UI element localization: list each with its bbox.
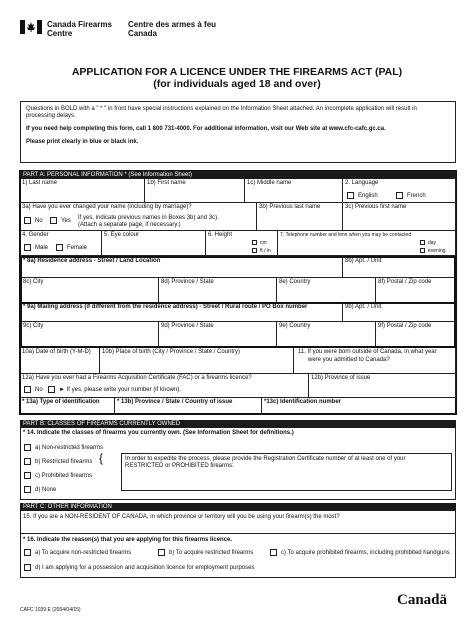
residence-postal-field[interactable] xyxy=(376,278,455,303)
intro-print-line: Please print clearly in blue or black ink. xyxy=(26,139,139,145)
ftin-label: ft / in xyxy=(260,248,271,254)
org-name-en xyxy=(47,20,112,38)
divider xyxy=(20,533,456,534)
reason-c-label: c) To acquire prohibited firearms, including prohibited handguns xyxy=(281,550,450,556)
reason-a-checkbox[interactable] xyxy=(24,549,31,556)
restricted-label: b) Restricted firearms xyxy=(35,459,93,465)
evening-checkbox[interactable] xyxy=(420,248,425,253)
telephone-label: 7. Telephone number and time when you may be contacted xyxy=(280,232,412,238)
last-name-label: 1) Last name xyxy=(22,180,58,186)
q15-label: 15. If you are a NON-RESIDENT OF CANADA, in which province or territory will you be using your firearm(s) the most? xyxy=(23,514,340,520)
name-change-label: 3a) Have you ever changed your name (including by marriage)? xyxy=(22,204,192,210)
name-change-no-checkbox[interactable] xyxy=(24,217,31,224)
previous-last-name-label: 3b) Previous last name xyxy=(259,204,321,210)
reason-b-label: b) To acquire restricted firearms xyxy=(169,550,254,556)
nonrestricted-checkbox[interactable] xyxy=(24,444,31,451)
residence-city-label: 8c) City xyxy=(23,279,44,285)
eye-colour-label: 5. Eye colour xyxy=(104,232,140,238)
id-number-field[interactable] xyxy=(262,398,456,415)
q14-label: * 14. Indicate the classes of firearms you currently own. (See Information Sheet for definitions.) xyxy=(23,430,294,436)
form-code: CAFC 1039 E (2004/04/15) xyxy=(20,607,81,613)
middle-name-label: 1c) Middle name xyxy=(247,180,292,186)
q16-label: * 16. Indicate the reason(s) that you are applying for this firearms licence. xyxy=(23,537,233,543)
date-of-birth-label: 10a) Date of birth (Y-M-D) xyxy=(22,349,91,355)
registration-note1: In order to expedite the process, please provide the Registration Certificate number of at least one of your xyxy=(125,456,406,462)
restricted-checkbox[interactable] xyxy=(24,458,31,465)
none-checkbox[interactable] xyxy=(24,486,31,493)
fac-no-checkbox[interactable] xyxy=(24,386,31,393)
residence-apt-field[interactable] xyxy=(343,257,455,278)
day-label: day xyxy=(428,240,437,246)
female-checkbox[interactable] xyxy=(56,244,63,251)
mailing-street-label: * 9a) Mailing address (if different from the residence address) - Street / Rural route / PO Box number xyxy=(23,304,308,310)
eye-colour-field[interactable] xyxy=(102,231,206,256)
mailing-province-label: 9d) Province / State xyxy=(161,323,214,329)
year-admitted-label1: 11. If you were born outside of Canada, in what year xyxy=(298,349,437,355)
residence-country-label: 8e) Country xyxy=(279,279,311,285)
intro-help-line: If you need help completing this form, call 1 800 731-4000. For additional information, visit our Web site at www.cfc-cafc.gc.ca. xyxy=(26,126,386,132)
reason-d-label: d) I am applying for a possession and acquisition licence for employment purposes xyxy=(35,565,255,571)
prohibited-label: c) Prohibited firearms xyxy=(35,473,93,479)
first-name-label: 1b) First name xyxy=(147,180,186,186)
english-label: English xyxy=(358,193,378,199)
reason-d-checkbox[interactable] xyxy=(24,564,31,571)
residence-apt-label: 8b) Apt. / Unit xyxy=(345,258,382,264)
org-fr-line2: Canada xyxy=(128,29,157,38)
id-type-field[interactable] xyxy=(20,398,115,415)
fac-yes-note-text: If yes, please write your number (if known). xyxy=(66,387,181,393)
english-checkbox[interactable] xyxy=(347,192,354,199)
registration-note2: RESTRICTED or PROHIBITED firearms: xyxy=(125,463,234,469)
name-change-note2: (Attach a separate page, if necessary.) xyxy=(78,222,181,228)
cm-label: cm xyxy=(260,240,267,246)
place-of-birth-label: 10b) Place of birth (City / Province / State / Country) xyxy=(102,349,241,355)
reason-c-checkbox[interactable] xyxy=(270,549,277,556)
name-change-yes-checkbox[interactable] xyxy=(50,217,57,224)
cm-checkbox[interactable] xyxy=(252,240,257,245)
date-of-birth-field[interactable] xyxy=(20,348,100,374)
registration-certificate-field[interactable] xyxy=(121,453,452,491)
gender-label: 4. Gender xyxy=(22,232,49,238)
id-province-label: * 13b) Province / State / Country of issue xyxy=(117,399,233,405)
place-of-birth-field[interactable] xyxy=(100,348,294,374)
mailing-postal-label: 9f) Postal / Zip code xyxy=(378,323,432,329)
fac-yes-checkbox[interactable] xyxy=(48,386,55,393)
reason-a-label: a) To acquire non-restricted firearms xyxy=(35,550,132,556)
mailing-province-field[interactable] xyxy=(159,322,277,347)
reason-b-checkbox[interactable] xyxy=(158,549,165,556)
language-label: 2. Language xyxy=(345,180,379,186)
previous-first-name-field[interactable] xyxy=(343,203,456,231)
fac-group xyxy=(20,374,309,398)
id-province-field[interactable] xyxy=(115,398,262,415)
mailing-street-field[interactable] xyxy=(21,303,343,322)
height-label: 6. Height xyxy=(208,232,233,238)
name-change-note1: If yes, indicate previous names in Boxes 3b) and 3c). xyxy=(78,215,219,221)
residence-city-field[interactable] xyxy=(21,278,159,303)
residence-province-field[interactable] xyxy=(159,278,277,303)
french-checkbox[interactable] xyxy=(396,192,403,199)
form-title xyxy=(0,66,474,90)
male-checkbox[interactable] xyxy=(24,244,31,251)
part-c-header: PART C: OTHER INFORMATION xyxy=(20,503,456,511)
intro-line2: processing delays. xyxy=(26,113,76,119)
previous-last-name-field[interactable] xyxy=(257,203,343,231)
canada-flag-logo xyxy=(20,20,42,34)
part-a-header: PART A: PERSONAL INFORMATION * (See Information Sheet) xyxy=(20,171,456,179)
mailing-city-field[interactable] xyxy=(21,322,159,347)
id-type-label: * 13a) Type of identification xyxy=(22,399,100,405)
instructions-box xyxy=(20,101,456,163)
fac-province-field[interactable] xyxy=(309,374,456,398)
mailing-country-field[interactable] xyxy=(277,322,376,347)
residence-postal-label: 8f) Postal / Zip code xyxy=(378,279,432,285)
mailing-country-label: 9e) Country xyxy=(279,323,311,329)
day-checkbox[interactable] xyxy=(420,240,425,245)
fac-yes-note: ► If yes, please write your number (if known). xyxy=(59,387,181,393)
name-change-yes-label: Yes xyxy=(61,218,71,224)
canada-wordmark: Canadä xyxy=(397,592,448,608)
id-number-label: *13c) Identification number xyxy=(264,399,342,405)
intro-line1: Questions in BOLD with a " * " in front have special instructions explained on the Information Sheet attached. An incomplete application will result in xyxy=(26,106,417,112)
residence-street-label: * 8a) Residence address - Street / Land Location xyxy=(23,258,161,264)
fac-no-label: No xyxy=(35,387,43,393)
residence-province-label: 8d) Province / State xyxy=(161,279,214,285)
org-fr-line1: Centre des armes à feu xyxy=(128,20,217,29)
previous-first-name-label: 3c) Previous first name xyxy=(345,204,407,210)
year-admitted-field[interactable] xyxy=(294,348,456,374)
residence-street-field[interactable] xyxy=(21,257,343,278)
prohibited-checkbox[interactable] xyxy=(24,472,31,479)
title-line2: (for individuals aged 18 and over) xyxy=(153,78,321,90)
title-line1: APPLICATION FOR A LICENCE UNDER THE FIREARMS ACT (PAL) xyxy=(71,66,403,78)
part-b-header: PART B: CLASSES OF FIREARMS CURRENTLY OWNED xyxy=(20,420,456,428)
female-label: Female xyxy=(67,245,88,251)
bracket-icon: { xyxy=(99,451,104,465)
mailing-city-label: 9c) City xyxy=(23,323,44,329)
mailing-apt-field[interactable] xyxy=(343,303,455,322)
french-label: French xyxy=(407,193,426,199)
first-name-field[interactable] xyxy=(145,179,245,203)
male-label: Male xyxy=(35,245,49,251)
nonrestricted-label: a) Non-restricted firearms xyxy=(35,445,104,451)
org-name-fr xyxy=(128,20,216,38)
mailing-postal-field[interactable] xyxy=(376,322,455,347)
name-change-no-label: No xyxy=(35,218,43,224)
residence-country-field[interactable] xyxy=(277,278,376,303)
fac-province-label: 12b) Province of issue xyxy=(311,375,371,381)
last-name-field[interactable] xyxy=(20,179,145,203)
middle-name-field[interactable] xyxy=(245,179,343,203)
org-en-line2: Centre xyxy=(47,29,73,38)
year-admitted-label2: were you admitted to Canada? xyxy=(308,357,390,363)
name-change-note xyxy=(78,215,219,229)
none-label: d) None xyxy=(35,487,57,493)
evening-label: evening xyxy=(428,248,446,254)
mailing-apt-label: 9b) Apt. / Unit xyxy=(345,304,382,310)
fac-label: 12a) Have you ever had a Firearms Acquisition Certificate (FAC) or a firearms licence? xyxy=(22,375,252,381)
org-en-line1: Canada Firearms xyxy=(47,20,112,29)
ftin-checkbox[interactable] xyxy=(252,248,257,253)
